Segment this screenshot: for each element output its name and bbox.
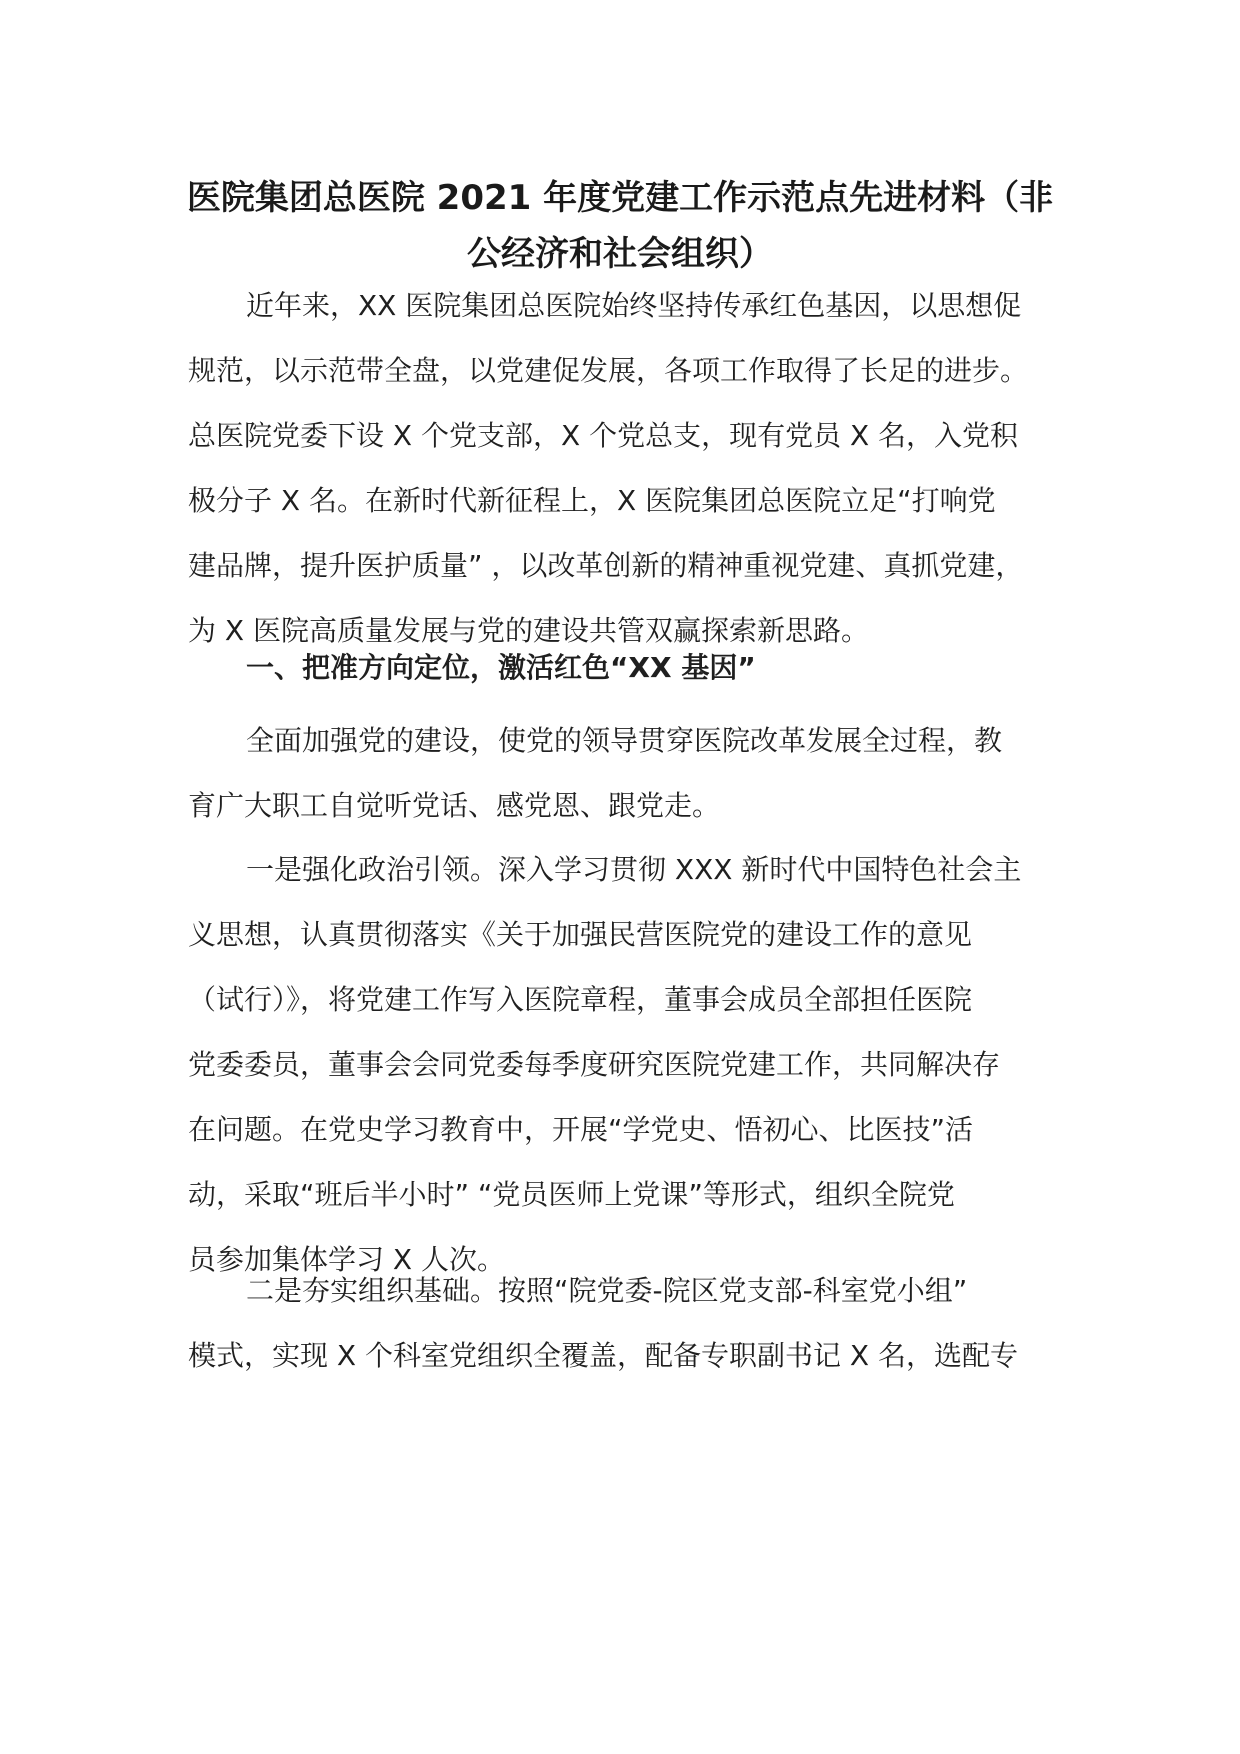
- text-line: 为 X 医院高质量发展与党的建设共管双赢探索新思路。: [188, 614, 869, 647]
- text-line: 义思想，认真贯彻落实《关于加强民营医院党的建设工作的意见: [188, 918, 973, 951]
- text-line: 建品牌，提升医护质量” ，以改革创新的精神重视党建、真抓党建，: [188, 549, 1024, 582]
- paragraph-overview: [188, 708, 1068, 838]
- text-line: 党委委员，董事会会同党委每季度研究医院党建工作，共同解决存: [188, 1048, 1001, 1081]
- paragraph-political-guidance: [188, 837, 1068, 1292]
- text-line: 一是强化政治引领。深入学习贯彻 XXX 新时代中国特色社会主: [246, 853, 1022, 886]
- section-heading: [188, 635, 1068, 700]
- text-line: 全面加强党的建设，使党的领导贯穿医院改革发展全过程，教: [246, 724, 1003, 757]
- title-line: 医院集团总医院 2021 年度党建工作示范点先进材料（非: [186, 178, 1054, 218]
- text-line: 动，采取“班后半小时” “党员医师上党课”等形式，组织全院党: [188, 1178, 955, 1211]
- title-line: 公经济和社会组织）: [467, 234, 773, 274]
- text-line: 员参加集体学习 X 人次。: [188, 1243, 505, 1276]
- document-title: [160, 170, 1080, 282]
- paragraph-organization-base: [188, 1258, 1068, 1388]
- text-line: 总医院党委下设 X 个党支部，X 个党总支，现有党员 X 名，入党积: [188, 419, 1019, 452]
- text-line: 二是夯实组织基础。按照“院党委-院区党支部-科室党小组”: [246, 1274, 968, 1307]
- text-line: 在问题。在党史学习教育中，开展“学党史、悟初心、比医技”活: [188, 1113, 974, 1146]
- text-line: 近年来，XX 医院集团总医院始终坚持传承红色基因，以思想促: [246, 289, 1022, 322]
- heading-line: 一、把准方向定位，激活红色“XX 基因”: [246, 651, 756, 684]
- text-line: 规范，以示范带全盘，以党建促发展，各项工作取得了长足的进步。: [188, 354, 1029, 387]
- text-line: 育广大职工自觉听党话、感党恩、跟党走。: [188, 789, 721, 822]
- paragraph-intro: [188, 273, 1068, 663]
- text-line: （试行）》，将党建工作写入医院章程，董事会成员全部担任医院: [188, 983, 973, 1016]
- text-line: 模式，实现 X 个科室党组织全覆盖，配备专职副书记 X 名，选配专: [188, 1339, 1018, 1372]
- text-line: 极分子 X 名。在新时代新征程上，X 医院集团总医院立足“打响党: [188, 484, 996, 517]
